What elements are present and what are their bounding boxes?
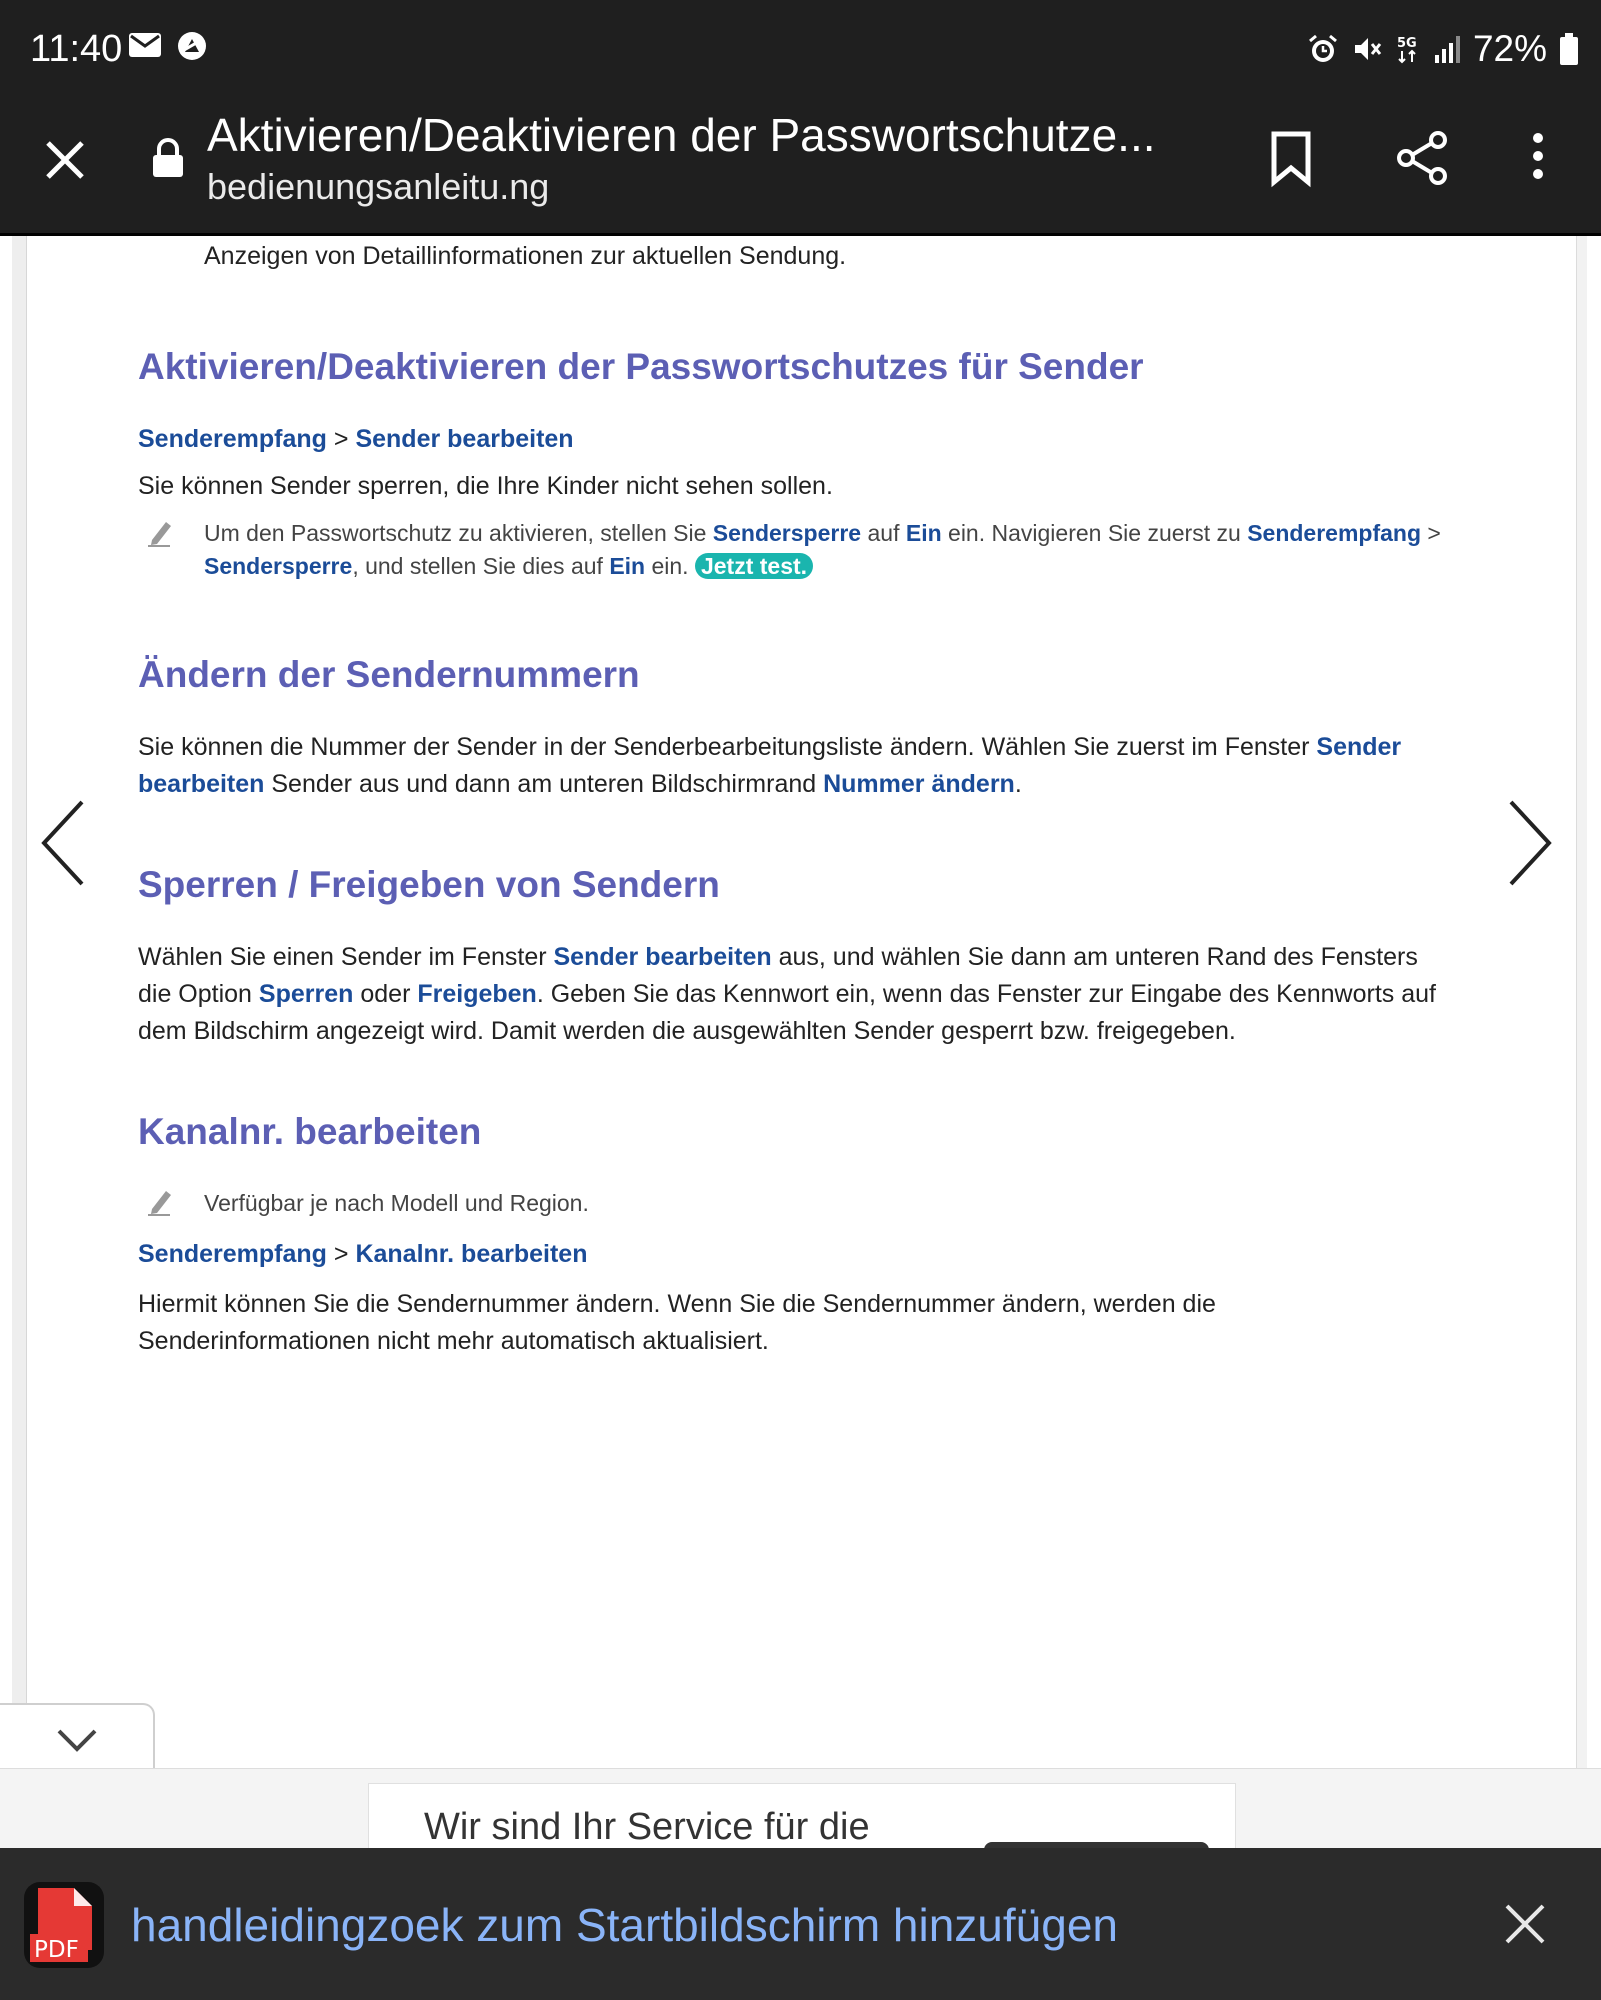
page-frame-right xyxy=(1576,236,1587,1768)
breadcrumb xyxy=(138,421,574,458)
ad-text: Wir sind Ihr Service für die xyxy=(424,1806,870,1848)
note-text: auf xyxy=(861,520,906,546)
link-freigeben[interactable]: Freigeben xyxy=(417,980,537,1008)
body-text: oder xyxy=(353,980,418,1008)
section-heading-password: Aktivieren/Deaktivieren der Passwortschutzes für Sender xyxy=(138,346,1144,387)
section-heading-sendernummern: Ändern der Sendernummern xyxy=(138,654,640,695)
status-time: 11:40 xyxy=(30,28,123,70)
body-text: . Geben Sie das Kennwort ein, wenn das Fenster zur Eingabe des Kennworts auf xyxy=(536,980,1436,1008)
battery-icon xyxy=(1559,32,1579,66)
network-5g-icon xyxy=(1395,33,1421,65)
pencil-note-icon xyxy=(146,518,174,548)
page-domain: bedienungsanleitu.ng xyxy=(207,166,550,207)
signal-icon xyxy=(1433,34,1461,64)
pencil-note-icon xyxy=(146,1187,174,1217)
body-text: dem Bildschirm angezeigt wird. Damit werden die ausgewählten Sender gesperrt bzw. freigegeben. xyxy=(138,1017,1236,1045)
ad-banner[interactable] xyxy=(0,1768,1601,1849)
breadcrumb-kanalnr-bearbeiten[interactable]: Kanalnr. bearbeiten xyxy=(355,1240,588,1268)
link-sender[interactable]: Sender xyxy=(1316,733,1402,761)
status-bar xyxy=(0,0,1601,100)
body-text: Sender aus und dann am unteren Bildschirmrand xyxy=(264,770,824,798)
section-heading-kanalnr: Kanalnr. bearbeiten xyxy=(138,1111,482,1152)
pdf-label: PDF xyxy=(34,1937,79,1963)
body-text: . xyxy=(1014,770,1022,798)
note-link-ein-2[interactable]: Ein xyxy=(609,553,646,579)
more-menu-icon[interactable] xyxy=(1520,128,1556,188)
body-text: Senderinformationen nicht mehr automatisch aktualisiert. xyxy=(138,1327,769,1355)
mail-icon xyxy=(128,30,162,60)
ad-box[interactable] xyxy=(368,1783,1236,1849)
link-bearbeiten[interactable]: bearbeiten xyxy=(138,770,265,798)
body-text: Sie können die Nummer der Sender in der Senderbearbeitungsliste ändern. Wählen Sie zuerst im Fenster xyxy=(138,733,1317,761)
breadcrumb-senderempfang[interactable]: Senderempfang xyxy=(138,1240,327,1268)
breadcrumb xyxy=(138,1236,587,1273)
note-link-sendersperre[interactable]: Sendersperre xyxy=(712,520,862,546)
breadcrumb-separator: > xyxy=(333,1240,349,1268)
notification-icons xyxy=(128,30,208,62)
section1-body: Sie können Sender sperren, die Ihre Kinder nicht sehen sollen. xyxy=(138,472,833,500)
alarm-icon xyxy=(1307,33,1339,65)
breadcrumb-separator: > xyxy=(333,425,349,453)
note-text: ein. xyxy=(645,553,695,579)
link-sperren[interactable]: Sperren xyxy=(258,980,354,1008)
link-nummer-aendern[interactable]: Nummer ändern xyxy=(823,770,1015,798)
body-text: aus, und wählen Sie dann am unteren Rand des Fensters xyxy=(771,943,1418,971)
note-text: , und stellen Sie dies auf xyxy=(352,553,610,579)
body-text: Wählen Sie einen Sender im Fenster xyxy=(138,943,554,971)
custom-tab-toolbar xyxy=(0,100,1601,236)
add-to-homescreen-banner[interactable] xyxy=(0,1848,1601,2000)
note-link-senderempfang[interactable]: Senderempfang xyxy=(1247,520,1422,546)
link-sender-bearbeiten[interactable]: Sender bearbeiten xyxy=(553,943,772,971)
note-link-ein[interactable]: Ein xyxy=(905,520,942,546)
web-page xyxy=(0,236,1601,1768)
section-heading-sperren: Sperren / Freigeben von Sendern xyxy=(138,864,720,905)
chevron-down-icon xyxy=(55,1727,99,1753)
page-title: Aktivieren/Deaktivieren der Passwortschutze... xyxy=(207,109,1156,161)
body-text: die Option xyxy=(138,980,259,1008)
system-status xyxy=(1307,28,1579,70)
mute-icon xyxy=(1351,33,1383,65)
section2-body xyxy=(138,729,1468,803)
jetzt-test-badge[interactable]: Jetzt test. xyxy=(695,553,813,579)
page-frame-left xyxy=(12,236,27,1768)
battery-percent: 72% xyxy=(1472,28,1547,69)
pdf-app-icon xyxy=(22,1880,106,1970)
bookmark-icon[interactable] xyxy=(1268,128,1314,188)
add-to-homescreen-text[interactable]: handleidingzoek zum Startbildschirm hinzufügen xyxy=(131,1899,1119,1951)
breadcrumb-sender-bearbeiten[interactable]: Sender bearbeiten xyxy=(355,425,574,453)
close-tab-icon[interactable] xyxy=(40,135,90,185)
note-text: ein. Navigieren Sie zuerst zu xyxy=(941,520,1248,546)
section4-note: Verfügbar je nach Modell und Region. xyxy=(204,1190,589,1216)
collapse-ad-tab[interactable] xyxy=(0,1703,155,1771)
intro-line: Anzeigen von Detaillinformationen zur aktuellen Sendung. xyxy=(204,242,847,270)
lock-icon[interactable] xyxy=(150,137,186,179)
next-page-arrow-icon[interactable] xyxy=(1505,798,1555,888)
previous-page-arrow-icon[interactable] xyxy=(38,798,88,888)
dismiss-banner-icon[interactable] xyxy=(1503,1902,1547,1946)
share-icon[interactable] xyxy=(1392,128,1452,188)
note-link-sendersperre-2[interactable]: Sendersperre xyxy=(204,553,353,579)
section3-body xyxy=(138,939,1478,1050)
app-notification-icon xyxy=(176,30,208,62)
section1-note xyxy=(204,517,1464,583)
section4-body xyxy=(138,1286,1216,1360)
svg-text:5G: 5G xyxy=(1396,36,1417,51)
note-text: > xyxy=(1421,520,1441,546)
note-text: Um den Passwortschutz zu aktivieren, stellen Sie xyxy=(204,520,713,546)
breadcrumb-senderempfang[interactable]: Senderempfang xyxy=(138,425,327,453)
body-text: Hiermit können Sie die Sendernummer ändern. Wenn Sie die Sendernummer ändern, werden die xyxy=(138,1290,1216,1318)
